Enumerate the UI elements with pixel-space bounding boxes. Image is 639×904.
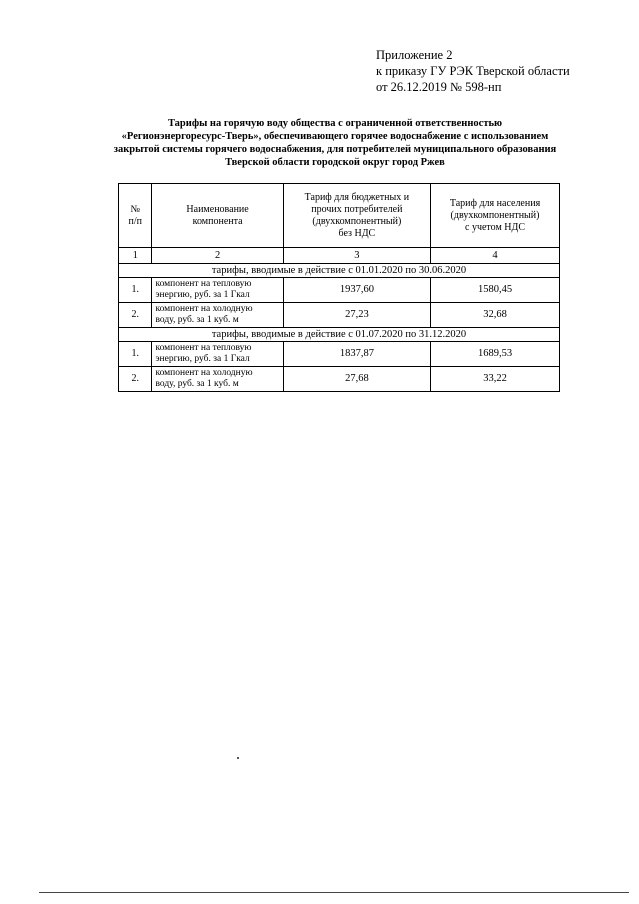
row-num: 1. xyxy=(119,278,152,303)
row-num: 1. xyxy=(119,342,152,367)
row-tariff-population: 32,68 xyxy=(431,303,560,328)
row-tariff-other: 1837,87 xyxy=(283,342,430,367)
table-row xyxy=(119,278,560,303)
row-component-name: компонент на холодную воду, руб. за 1 куб. м xyxy=(152,303,283,328)
row-component-name: компонент на тепловую энергию, руб. за 1 Гкал xyxy=(152,342,283,367)
row-tariff-other: 27,23 xyxy=(283,303,430,328)
column-number: 2 xyxy=(152,248,283,264)
row-tariff-population: 1689,53 xyxy=(431,342,560,367)
title-line-1: Тарифы на горячую воду общества с ограниченной ответственностью xyxy=(167,118,503,129)
column-number: 4 xyxy=(431,248,560,264)
row-component-name: компонент на тепловую энергию, руб. за 1 Гкал xyxy=(152,278,283,303)
title-line-2: «Регионэнергоресурс-Тверь», обеспечивающего горячее водоснабжение с использованием xyxy=(121,131,549,142)
row-tariff-population: 33,22 xyxy=(431,367,560,392)
row-num: 2. xyxy=(119,367,152,392)
column-number: 3 xyxy=(283,248,430,264)
document-title xyxy=(90,117,580,169)
annex-order-date: от 26.12.2019 № 598-нп xyxy=(376,80,502,94)
table-row xyxy=(119,303,560,328)
row-num: 2. xyxy=(119,303,152,328)
annex-title: Приложение 2 xyxy=(376,48,453,62)
period-label: тарифы, вводимые в действие с 01.07.2020 по 31.12.2020 xyxy=(119,328,560,342)
header-tariff-other: Тариф для бюджетных и прочих потребителей (двухкомпонентный) без НДС xyxy=(283,184,430,248)
period-label: тарифы, вводимые в действие с 01.01.2020 по 30.06.2020 xyxy=(119,264,560,278)
title-line-3: закрытой системы горячего водоснабжения, для потребителей муниципального образования xyxy=(113,144,557,155)
period-row xyxy=(119,328,560,342)
period-row xyxy=(119,264,560,278)
title-line-4: Тверской области городской округ город Ржев xyxy=(225,157,445,168)
header-name: Наименование компонента xyxy=(152,184,283,248)
column-number: 1 xyxy=(119,248,152,264)
annex-order-ref: к приказу ГУ РЭК Тверской области xyxy=(376,64,570,78)
row-tariff-population: 1580,45 xyxy=(431,278,560,303)
row-component-name: компонент на холодную воду, руб. за 1 куб. м xyxy=(152,367,283,392)
column-number-row xyxy=(119,248,560,264)
table-row xyxy=(119,342,560,367)
header-row xyxy=(119,184,560,248)
row-tariff-other: 1937,60 xyxy=(283,278,430,303)
annex-block xyxy=(376,47,570,95)
scan-speck xyxy=(237,757,239,759)
row-tariff-other: 27,68 xyxy=(283,367,430,392)
header-tariff-population: Тариф для населения (двухкомпонентный) с учетом НДС xyxy=(431,184,560,248)
table-row xyxy=(119,367,560,392)
tariff-table xyxy=(118,183,560,392)
page-bottom-rule xyxy=(39,892,629,893)
header-num: № п/п xyxy=(119,184,152,248)
